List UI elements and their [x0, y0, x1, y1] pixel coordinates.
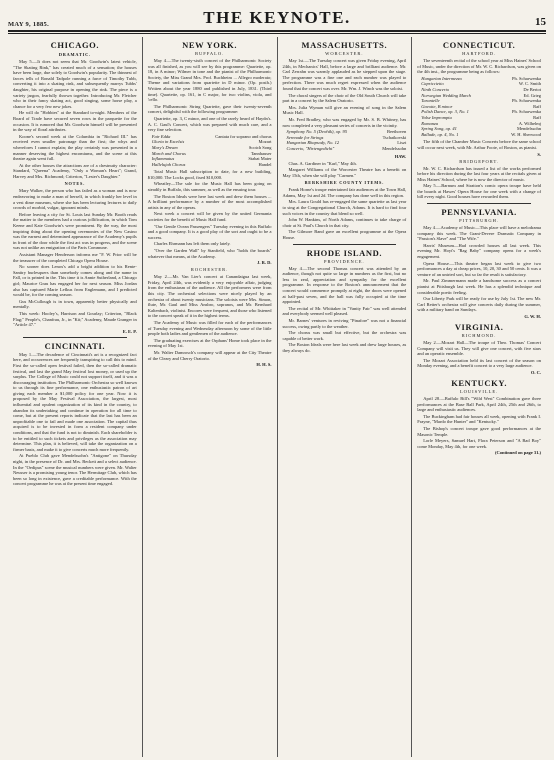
programme-item: Fair Edda Cantata for soprano and chorus [151, 133, 272, 139]
article-paragraph: Mr. W. C. Richardson has issued a list of the works performed before his direction during the last four years at the recitals given at Miss Haines' School, where he is now the director of music. [417, 165, 541, 182]
programme-list [287, 129, 407, 151]
city-providence: PROVIDENCE. [324, 258, 365, 264]
article-paragraph: The Buckingham had fair houses all week, opening with Frank I. Frayne, "Mardo the Hunter" and "Kentucky." [417, 413, 541, 425]
city-richmond: RICHMOND. [461, 332, 497, 338]
article-paragraph: The chorus was small but effective, but the orchestra was capable of better work. [282, 330, 407, 341]
section-heading-connecticut: CONNECTICUT. [442, 40, 516, 50]
section-heading-pennsylvania: PENNSYLVANIA. [441, 207, 517, 218]
programme-item: Ballade, op. 4, No. 1 W. H. Sherwood [421, 131, 541, 137]
issue-date: MAY 9, 1885. [8, 21, 50, 28]
section-divider [427, 203, 531, 204]
note-paragraph: Gus McCullough is in town, apparently better physically and mentally. [13, 298, 137, 310]
article-paragraph: Margaret Williams of the Worcester Theatre has a benefit on May 15th, when she will play "Carmen." [282, 167, 407, 178]
section-heading-massachusetts: MASSACHUSETTS. [301, 40, 388, 50]
article-paragraph: Chas. A. Gardiner in "Karl," May 4th. [288, 160, 357, 166]
author-signature: S. [537, 151, 541, 157]
article-paragraph: Mrs. Julia Wyman will give an evening of song in the Salem Music Hall. [282, 104, 407, 116]
programme-list [152, 134, 272, 168]
author-signature: O. C. [530, 369, 541, 375]
article-paragraph: "Our Gentle Ocean Passengers" Tuesday evening in this Buffalo and a good company. It is a good play of the sort and ought to be a success. [147, 223, 272, 240]
programme-list [421, 76, 541, 138]
note-paragraph: This week: Hooley's, Harrison and Gourlay; Criterion, "Black Flag;" People's, Chanfrau, Jr., in "Kit;" Academy, Maude Granger in "Article 47." [13, 310, 137, 328]
city-hartford: HARTFORD. [462, 51, 497, 56]
article-paragraph: May 1.—The decadence of Cincinnati's art is a recognized fact here, and occurrences are frequently transpiring to call this to mind. First the so-called open festival failed, then the so-called dramatic festival, and last the grand May festival lost money, or used up the surplus. The College of Music could not support itself, and it was a discouraging institution. The Philharmonic Orchestra so well known to us through its fine performance, one enthusiastic patron of art giving each member a $1,000 policy for one year. Now it is proposed by the May Festival Association, the largest, most influential and opulent organization of its kind in the country, to abandon its undertaking and continue in operation for all time to come, but at the present reports indicate that the last has been an unprofitable one to fail and made one association. The capital thus acquired is to be invested in form a resident company under conditions, and that the fund is not to diminish. Each shareholder is to be entitled to such tickets and privileges as the association may determine. This plan, it is believed, will take the organization on a firmer basis, and make it to give concerts much more frequently. [13, 351, 137, 452]
dept-dramatic: DRAMATIC. [58, 52, 91, 57]
section-heading-rhode-island: RHODE ISLAND. [306, 247, 383, 258]
note-paragraph: Before leaving a city for St. Louis last Sunday Mr. Booth reads the matter to the members had a curious jollification, in which Tom Keene and Kate Goodwin's were prominent. By the way, the most inspiring thing about the opening ceremonies of the New Casino was the earnest and determined appearance of the Academy's pupils in front of the door while the first act was in progress, and the scene was not unlike an emigration of the Paris Commune. [13, 211, 137, 251]
programme-item: Ninth Concerto De Beriot [421, 86, 541, 92]
article-paragraph: The seventeenth recital of the school year at Miss Haines' School of Music, under the direction of Mr. W. C. Richardson, was given on the 4th inst., the programme being as follows: [417, 58, 541, 75]
article-paragraph: The choral singers of the choir of the Old South Church will take part in a concert by the Salem Oratorio. [282, 92, 407, 104]
article-paragraph: Mr. Fred Bradley, who was engaged by Mr. S. B. Whitney, has now completed a very pleasant series of concerts in the vicinity. [282, 116, 407, 128]
section-divider [23, 337, 127, 338]
programme-item: Norwegian Wedding March Ed. Grieg [421, 92, 541, 98]
city-louisville: LOUISVILLE. [459, 388, 499, 394]
section-heading-cincinnati: CINCINNATI. [44, 340, 106, 351]
article-paragraph: Lorle Meyers, Samuel Hart, Flora Peterson and "A Bad Boy" come Monday, May 4th, for one week. [417, 438, 541, 449]
column-4 [412, 37, 546, 757]
article-paragraph: The Boston Ideals were here last week and drew large houses, as they always do. [282, 342, 407, 353]
programme-item: Hungarian Intermezzo Ph. Scharwenka [421, 75, 541, 81]
article-paragraph: May 4.—The twenty-sixth concert of the Philharmonic Society was all finished, as you will see by this programme: Quartette, op. 18, in A minor; Wilmer in tone and the pianist of the Philharmonic Society, the Miss Grand Mrs. Prof. Buchheim ... Allegro moderato; Theme and variations from quartette in D minor. (Op. posth.) Written about the year 1880 and published in July, 1831. (Third time). Quartette, op. 161, in C major, for two violins, viola, and 'cello. [147, 58, 272, 103]
article-paragraph: Mr. Walter Damrosch's company will appear at the City Theatre of the Cleary and Cherry Oratorio. [147, 349, 272, 361]
dept-notes: NOTES. [64, 181, 86, 187]
article-paragraph: May 2.—Mozart Hall—The troupe of Theo. Thomas' Concert Company will visit us. They will give one concert, with five stars and an operatic ensemble. [417, 339, 541, 357]
section-heading-chicago: CHICAGO. [50, 40, 100, 50]
columns [8, 37, 546, 757]
column-3 [278, 37, 413, 757]
column-2 [143, 37, 278, 757]
programme-item: Mary's Dream Scotch Song [151, 144, 272, 150]
article-paragraph: John W. Hankins, of North Adams, continues to take charge of choir at St. Paul's Church in that city. [282, 217, 407, 228]
article-paragraph: May 5.—Barnum and Stratton's comic opera troupe have held the boards at Hawes' Opera House for one week with a change of bill every night. Good houses have rewarded them. [417, 183, 541, 200]
article-paragraph: Next week a concert will be given by the united Germania societies for the benefit of Music Hall fund. [147, 211, 272, 223]
programme-item: Inflammatus Stabat Mater [151, 156, 272, 162]
programme-item: Hallelujah Chorus Handel [151, 161, 272, 167]
article-paragraph: He will do "Hobbies" at the Standard to-night. Members of the Board of Trade have secured seven rows in the parquette for the occasion. It is rumored that Mr. Goodwin himself will be presented in the way of floral attributes. [13, 110, 137, 133]
author-signature: J. R. D. [257, 260, 272, 266]
section-divider [293, 244, 397, 245]
city-bridgeport: BRIDGEPORT. [459, 158, 500, 164]
author-signature: G. W. H. [524, 313, 541, 319]
article-paragraph: At the other houses the attractions are of a chestnutty character: Standard, "Queena" Academy, "Only a Woman's Heart"; Grand, Harvey and Mrs. Richmond; Criterion, "Lester's Daughter." [13, 162, 137, 179]
note-paragraph: No sooner does Lenox's add a bright addition to his Rente-Sanitry burlesquers than somebody comes along and the name in Fall, or is printed in the. This time it is Annie Sutherland, a Chicago girl; Maurice Grau has engaged her for next season. Miss Jordan also has captured Marie Lefkus from Englemann, and I predicted would be, for the coming season. [13, 264, 137, 298]
city-worcester: WORCESTER. [325, 51, 364, 56]
author-signature: E. E. P. [122, 328, 137, 334]
programme-item: Gloria in Excelsis Mozart [151, 139, 272, 145]
section-heading-new-york: NEW YORK. [182, 40, 238, 50]
article-paragraph: Harris' Museum—Had crowded houses all last week. This evening Mr. Hoyt's "Rag Baby" company opens for a week's engagement. [417, 242, 541, 260]
article-paragraph: May 1st.—The Tuesday concert was given Friday evening, April 24th, in Mechanics' Hall, before a large and brilliant audience. Mr. Carl Zerrahn was warmly applauded as he stepped upon the stage. The programme was a fine one and each number was played to perfection. There was much regret expressed when the audience found that the concert was over. Mr. Wm. J. Winch was the soloist. [282, 58, 407, 91]
programme-item: March and Chorus Tannhauser [151, 150, 272, 156]
city-rochester: ROCHESTER. [190, 267, 229, 273]
column-1 [8, 37, 143, 757]
continued-notice: (Continued on page 31.) [494, 450, 541, 456]
article-paragraph: The recital of Mr. Whittaker in "Vanity Fair" was well attended and everybody seemed well pleased. [282, 305, 407, 317]
programme-item: Romanza A. Wilhelmj [421, 120, 541, 126]
article-paragraph: Koone's second week at the Columbia in "Richard III." has received even smaller patronage than the first; the whys and wherefores I cannot explain; the play certainly was presented in a manner deserving the highest encomiums, and the scene at this theatre again went full. [13, 133, 137, 162]
article-paragraph: Charles Ehrmann has left them only lately. [153, 241, 231, 247]
note-paragraph: Mary Walker, the person who has failed as a woman and is now endeavoring to make a man of herself, in which frankly her level in a vest dime museum, where she has been lecturing lectures to daily crowds of morbid, vulgar, ignorant minds. [13, 188, 137, 211]
article-paragraph: The graduating exercises at the Orphans' Home took place in the evening of May 1st. [147, 337, 272, 349]
city-buffalo: BUFFALO. [194, 51, 225, 56]
article-paragraph: Opera House.—This theatre began last week to give two performances a day at cheap prices, 10, 20, 30 and 50 cents. It was a venture of an untried sort, but so far the result is satisfactory. [417, 260, 541, 277]
page-number: 15 [535, 16, 546, 28]
publication-title: THE KEYNOTE. [203, 8, 351, 27]
city-pittsburgh: PITTSBURGH. [459, 218, 500, 224]
article-paragraph: The fifth of the Chamber Music Concerts before the same school will occur next week, with Mr. Arthur Foote, of Boston, as pianist. [417, 139, 541, 150]
article-paragraph: The Mozart Association held its last concert of the season on Monday evening, and a benefit concert to a very large audience. [417, 357, 541, 369]
programme-item: Serenade for Strings Tschaikovski [286, 134, 407, 140]
article-paragraph: The Academy of Music was filled for each of the performances of Tuesday evening and Wednesday afternoon by some of the little people both ladies and gentlemen of the audience. [147, 319, 272, 337]
programme-item: Concerto, "Hirtengedicht" Mendelssohn [286, 145, 407, 151]
article-paragraph: May 5.—It does not seem that Mr. Goodwin's latest vehicle, "The Skating Rink," has created much of a sensation; the houses have been large, due solely to Goodwin's popularity. The thinnest of farces tells of Ronald Tadpole running a farce of Timothy Tubb, converting it into a skating rink, and subsequently marrys Tubbs' daughter, his original purpose in opening the rink. The piece is a variety jargon, fearfully thrown together. Introducing Mr. Fletcher who in their fancy skating act, good singing, some horse play, a chance for a very few new jokes. [13, 59, 137, 109]
author-signature: HAW. [394, 153, 407, 159]
article-paragraph: Wheatley—The sale for the Music Hall has been going on steadily in Buffalo, this summer, as well as the ensuing tour. [147, 181, 272, 193]
article-paragraph: The Philharmonic String Quartette, gave their twenty-seventh concert, delightful with the following programme: [147, 103, 272, 115]
programme-item: Spring Song, op. 41 Mendelssohn [421, 126, 541, 132]
article-paragraph: The Bishop's concert troupe gave good performances at the Masonic Temple. [417, 425, 541, 437]
programme-item: Symphony No. 5 (Dvořák), op. 95 Beethoven [286, 129, 407, 135]
programme-item: Gavotte, B minor Raff [421, 103, 541, 109]
article-paragraph: Mr. Barnes' ventures in reviving "Pinafore" was not a financial success, owing partly to the weather. [282, 317, 407, 329]
programme-item: Tarantelle Ph. Scharwenka [421, 98, 541, 104]
masthead [8, 6, 546, 32]
programme-item: Valse Impromptu Raff [421, 114, 541, 120]
programme-item: Polish Dance, op. 3, No. 1 Ph. Scharwenka [421, 109, 541, 115]
article-paragraph: At Pueblo Club gave Mendelssohn's "Antigone" on Thursday night, in the presence of Dr. and Mrs. Beckett and a select audience. In the "Oedipus" scene the musical numbers were given. Mr. Walter Neusser is a promising young tenor. The Hermitage Club, which has been so long in existence, gave a creditable performance. With the concert programme he was at the present time engaged. [13, 453, 137, 487]
article-paragraph: Total Music Hall subscription to date, for a new building, $10,000. The Locks good, fixed $10,000. [147, 169, 272, 180]
article-paragraph: The Boston Ideals were here last week and drew them houses ... A brilliant performance by a number of the most accomplished artists in any of the operas. [147, 193, 272, 210]
article-paragraph: May 2.—Mr. Van Lier's concert at Canandaigua last week, Friday, April 24th, was evidently a very enjoyable affair, judging from the enthusiasm of the audience. All the performers were from this city. The orchestral selections were nicely played by an orchestra of about twenty musicians. The soloists were Mrs. Simon, flute, Mr. Gaul and Miss Ansbro, sopranos, and Mr. Bernhard Kaltenbach, violinist. Encores were frequent, and those who listened to the concert speak of it in the highest terms. [147, 274, 272, 319]
author-signature: H. H. S. [256, 362, 272, 368]
article-paragraph: Our Liberty Park will be ready for use by July 1st. The new Mr. Carl Retter's orchestra will give concerts daily during the summer, with a military band on Sundays. [417, 296, 541, 313]
section-heading-kentucky: KENTUCKY. [451, 377, 508, 388]
masthead-rule [8, 33, 546, 34]
article-paragraph: Mr. Paul Zimmermann made a handsome success as a concert pianist at Pittsburgh last week. He has a splendid technique and considerable poetic feeling. [417, 278, 541, 295]
article-paragraph: "Over the Garden Wall" by Stanfield, who "holds the boards" whatever that means, at the Academy. [147, 248, 272, 259]
article-paragraph: May 4.—The second Thomas concert was attended by an audience, though not quite so large in numbers as the first, but no less in zeal, appreciation and sympathy for the excellent programme. In response to the Boston's announcement that the concert would commence promptly at eight, the doors were opened at half-past seven, and the hall was fully occupied at the time appointed. [282, 265, 407, 305]
article-paragraph: Quartette, op. 3, C minor, and one of the rarely heard of Haydn's. A. C. Gaul's Concert, which was prepared with much care, and a very fine selection. [147, 115, 272, 133]
article-paragraph: Frank Horne's troupe entertained fair audiences at the Town Hall, Adams, May 1st and 2d. The company has done well in this region. [282, 187, 407, 198]
programme-item: Capriccietto W. C. Smith [421, 81, 541, 87]
article-paragraph: The Gilmore Band gave an excellent programme at the Opera House. [282, 229, 407, 241]
dept-berkshire: BERKSHIRE COUNTY ITEMS. [304, 180, 385, 186]
article-paragraph: May 4.—Academy of Music—This place will have a melodrama company this week. The Grant-Devere Dramatic Company in "Passion's Slave" and "The Wife." [417, 225, 541, 242]
section-heading-virginia: VIRGINIA. [454, 321, 504, 332]
note-paragraph: Assistant Manager Henderson informs me "F. W. Prior will be the treasurer of the completed Chicago Opera House. [13, 252, 137, 263]
programme-item: Hungarian Rhapsody, No. 12 Liszt [286, 140, 407, 146]
article-paragraph: Mrs. Laura Gould has re-engaged the same quartette as last year to sing at the Congregational Church, Adams. It is hard to find four such voices in the country that blend so well. [282, 199, 407, 216]
article-paragraph: April 28.—Buffalo Bill's "Wild West" Combination gave three performances at the Base Ball Park, April 24th, 25th and 26th, to large and enthusiastic audiences. [417, 395, 541, 413]
